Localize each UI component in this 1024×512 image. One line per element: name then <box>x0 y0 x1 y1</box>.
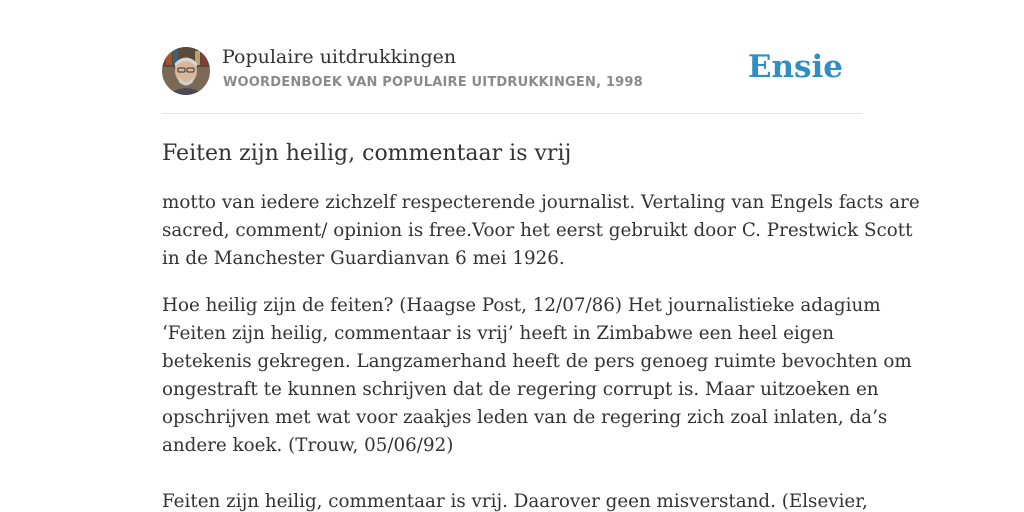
quote-line: Hoe heilig zijn de feiten? (Haagse Post, 12/07/86) Het journalistieke adagium <box>162 295 881 316</box>
source-name-link[interactable]: Populaire uitdrukkingen <box>222 46 457 68</box>
quote-line: betekenis gekregen. Langzamerhand heeft de pers genoeg ruimte bevochten om <box>162 351 912 372</box>
quote-line: andere koek. (Trouw, 05/06/92) <box>162 435 454 456</box>
source-header <box>162 44 862 114</box>
definition-line: motto van iedere zichzelf respecterende journalist. Vertaling van Engels facts are <box>162 192 920 213</box>
definition-line: sacred, comment/ opinion is free.Voor het eerst gebruikt door C. Prestwick Scott <box>162 220 913 241</box>
ensie-logo[interactable]: Ensie <box>747 49 843 85</box>
source-subtitle: WOORDENBOEK VAN POPULAIRE UITDRUKKINGEN, 1998 <box>223 75 643 90</box>
quote-line: ‘Feiten zijn heilig, commentaar is vrij’ heeft in Zimbabwe een heel eigen <box>162 323 835 344</box>
entry-body <box>162 189 920 512</box>
author-avatar-icon[interactable] <box>162 47 210 95</box>
quote-paragraph <box>162 292 912 512</box>
entry-card <box>162 44 920 512</box>
entry-title: Feiten zijn heilig, commentaar is vrij <box>162 141 572 166</box>
quote-line: ongestraft te kunnen schrijven dat de regering corrupt is. Maar uitzoeken en <box>162 379 879 400</box>
quote-line: opschrijven met wat voor zaakjes leden van de regering zich zoal inlaten, da’s <box>162 407 888 428</box>
quote-line: Feiten zijn heilig, commentaar is vrij. Daarover geen misverstand. (Elsevier, <box>162 491 868 512</box>
definition-line: in de Manchester Guardianvan 6 mei 1926. <box>162 248 565 269</box>
definition-paragraph <box>162 189 920 273</box>
line-break-spacer <box>162 460 862 488</box>
